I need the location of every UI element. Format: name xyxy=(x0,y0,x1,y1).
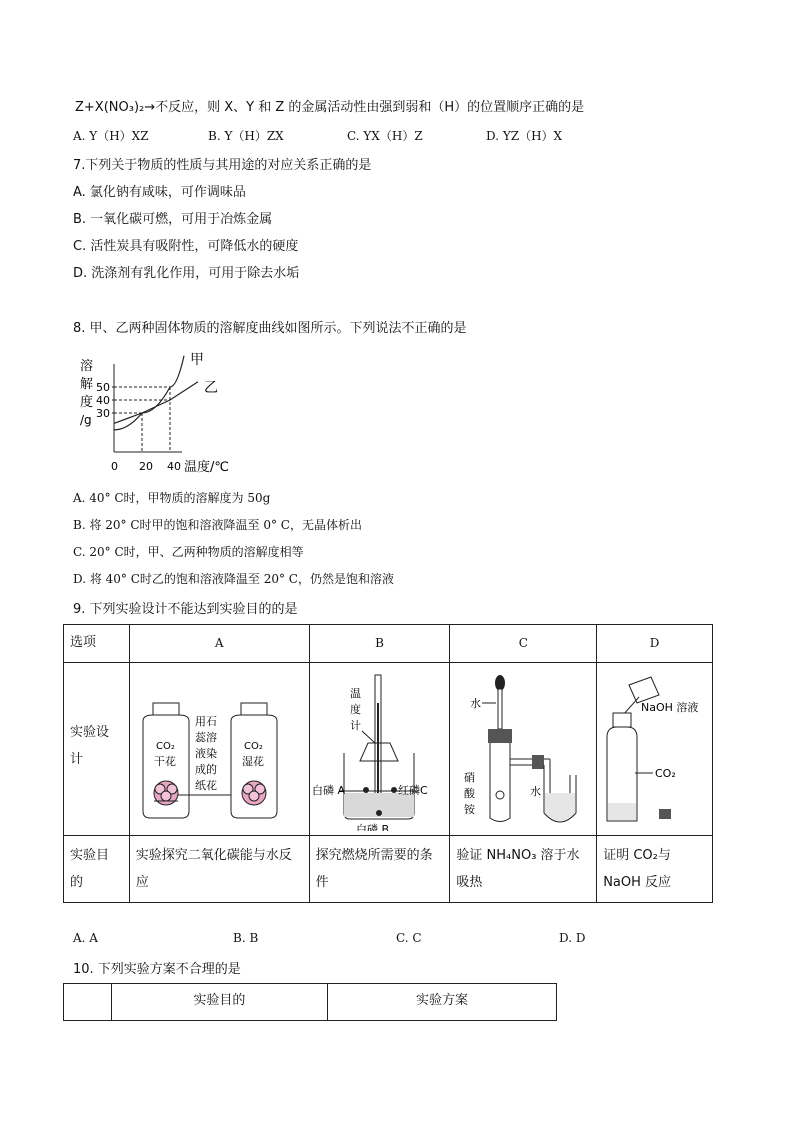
q9-purpose-c: 验证 NH₄NO₃ 溶于水吸热 xyxy=(450,836,597,903)
svg-text:酸: 酸 xyxy=(464,787,476,800)
svg-text:用石: 用石 xyxy=(194,715,217,728)
svg-text:干花: 干花 xyxy=(153,755,176,768)
x-tick-label: 0 xyxy=(111,460,118,473)
svg-text:液染: 液染 xyxy=(194,747,217,760)
co2-flower-jars-figure xyxy=(130,663,308,831)
jar-dry-flower xyxy=(143,703,189,818)
q9-purpose-a: 实验探究二氧化碳能与水反应 xyxy=(129,836,309,903)
combustion-figure xyxy=(310,663,449,831)
svg-text:NaOH 溶液: NaOH 溶液 xyxy=(641,701,699,714)
plastic-bottle-icon xyxy=(607,713,637,821)
svg-text:CO₂: CO₂ xyxy=(655,767,676,780)
q9-purpose-d: 证明 CO₂与 NaOH 反应 xyxy=(597,836,713,903)
dropper-icon xyxy=(495,675,505,729)
q7-option-b[interactable]: B. 一氧化碳可燃，可用于冶炼金属 xyxy=(73,212,273,227)
q8-option-d[interactable]: D. 将 40° C时乙的饱和溶液降温至 20° C，仍然是饱和溶液 xyxy=(73,572,394,586)
q9-design-label: 实验设计 xyxy=(64,663,130,836)
series-line-0 xyxy=(114,356,184,430)
q8-option-b[interactable]: B. 将 20° C时甲的饱和溶液降温至 0° C，无晶体析出 xyxy=(73,518,362,532)
q9-table xyxy=(63,624,713,903)
flower-icon xyxy=(242,781,266,805)
naoh-bottle-figure xyxy=(597,663,711,831)
q6-option-d[interactable]: D. YZ（H）X xyxy=(486,129,563,143)
series-line-1 xyxy=(114,382,198,424)
svg-text:湿花: 湿花 xyxy=(241,755,264,768)
svg-text:水: 水 xyxy=(470,697,482,710)
chart-axes xyxy=(114,364,182,452)
svg-text:度: 度 xyxy=(349,703,361,716)
q9-header-d: D xyxy=(597,625,713,663)
chart-series xyxy=(114,352,218,430)
x-tick-label: 20 xyxy=(139,460,153,473)
q9-stem: 9. 下列实验设计不能达到实验目的的是 xyxy=(73,602,298,617)
q10-table xyxy=(63,983,557,1021)
q9-header-a: A xyxy=(129,625,309,663)
jar-wet-flower xyxy=(231,703,277,818)
svg-text:CO₂: CO₂ xyxy=(155,741,175,752)
q10-header-purpose: 实验目的 xyxy=(111,984,327,1021)
svg-text:纸花: 纸花 xyxy=(194,779,217,792)
q6-option-c[interactable]: C. YX（H）Z xyxy=(347,129,423,143)
q9-option-c[interactable]: C. C xyxy=(396,931,422,945)
q7-option-d[interactable]: D. 洗涤剂有乳化作用，可用于除去水垢 xyxy=(73,266,300,281)
y-axis-label-char: /g xyxy=(80,413,92,427)
chart-guides xyxy=(114,387,170,452)
q9-fig-b-cell xyxy=(309,663,450,836)
q6-stem-tail: Z+X(NO₃)₂→不反应，则 X、Y 和 Z 的金属活动性由强到弱和（H）的位置顺序正确的是 xyxy=(75,100,585,115)
series-label-0: 甲 xyxy=(190,352,204,368)
ammonium-nitrate-figure xyxy=(450,663,595,831)
q10-stem: 10. 下列实验方案不合理的是 xyxy=(73,962,241,977)
q9-header-c: C xyxy=(450,625,597,663)
x-axis-label: 温度/℃ xyxy=(184,460,229,475)
svg-text:水: 水 xyxy=(530,785,542,798)
y-axis-label xyxy=(80,358,93,427)
svg-text:温: 温 xyxy=(349,687,361,700)
y-axis-label-char: 度 xyxy=(80,395,94,410)
q7-option-c[interactable]: C. 活性炭具有吸附性，可降低水的硬度 xyxy=(73,239,299,254)
svg-text:白磷 A: 白磷 A xyxy=(311,784,345,797)
q9-option-d[interactable]: D. D xyxy=(559,931,586,945)
q6-option-b[interactable]: B. Y（H）ZX xyxy=(208,129,284,143)
q9-purpose-label: 实验目的 xyxy=(64,836,130,903)
q8-option-c[interactable]: C. 20° C时，甲、乙两种物质的溶解度相等 xyxy=(73,545,304,559)
q9-purpose-b: 探究燃烧所需要的条件 xyxy=(309,836,450,903)
svg-text:红磷C: 红磷C xyxy=(397,784,428,797)
q9-header-option: 选项 xyxy=(64,625,130,663)
q9-header-b: B xyxy=(309,625,450,663)
q7-option-a[interactable]: A. 氯化钠有咸味，可作调味品 xyxy=(73,185,246,200)
y-axis-label-char: 解 xyxy=(80,377,94,392)
q7-stem: 7.下列关于物质的性质与其用途的对应关系正确的是 xyxy=(73,158,372,173)
q10-header-plan: 实验方案 xyxy=(327,984,556,1021)
u-tube-icon xyxy=(510,755,576,822)
q8-option-a[interactable]: A. 40° C时，甲物质的溶解度为 50g xyxy=(73,491,271,505)
y-axis-label-char: 溶 xyxy=(80,359,94,374)
test-tube-icon xyxy=(488,729,512,822)
svg-text:成的: 成的 xyxy=(194,763,217,776)
q9-option-b[interactable]: B. B xyxy=(233,931,259,945)
thermometer-icon xyxy=(375,675,381,795)
series-label-1: 乙 xyxy=(204,379,218,396)
y-tick-label: 30 xyxy=(96,407,110,420)
flower-icon xyxy=(154,781,178,805)
q9-fig-c-cell xyxy=(450,663,597,836)
svg-text:硝: 硝 xyxy=(464,771,476,784)
solubility-chart xyxy=(70,352,260,482)
q8-stem: 8. 甲、乙两种固体物质的溶解度曲线如图所示。下列说法不正确的是 xyxy=(73,321,467,336)
svg-text:CO₂: CO₂ xyxy=(243,741,263,752)
q9-fig-a-cell xyxy=(129,663,309,836)
svg-text:蕊溶: 蕊溶 xyxy=(194,731,217,744)
q10-header-blank xyxy=(64,984,112,1021)
q9-fig-d-cell xyxy=(597,663,713,836)
q9-option-a[interactable]: A. A xyxy=(73,931,98,945)
svg-text:铵: 铵 xyxy=(464,803,476,816)
svg-text:白磷 B: 白磷 B xyxy=(355,823,389,831)
q6-option-a[interactable]: A. Y（H）XZ xyxy=(73,129,149,143)
svg-text:计: 计 xyxy=(349,719,361,732)
y-tick-label: 40 xyxy=(96,394,110,407)
x-tick-label: 40 xyxy=(167,460,181,473)
y-tick-label: 50 xyxy=(96,381,110,394)
